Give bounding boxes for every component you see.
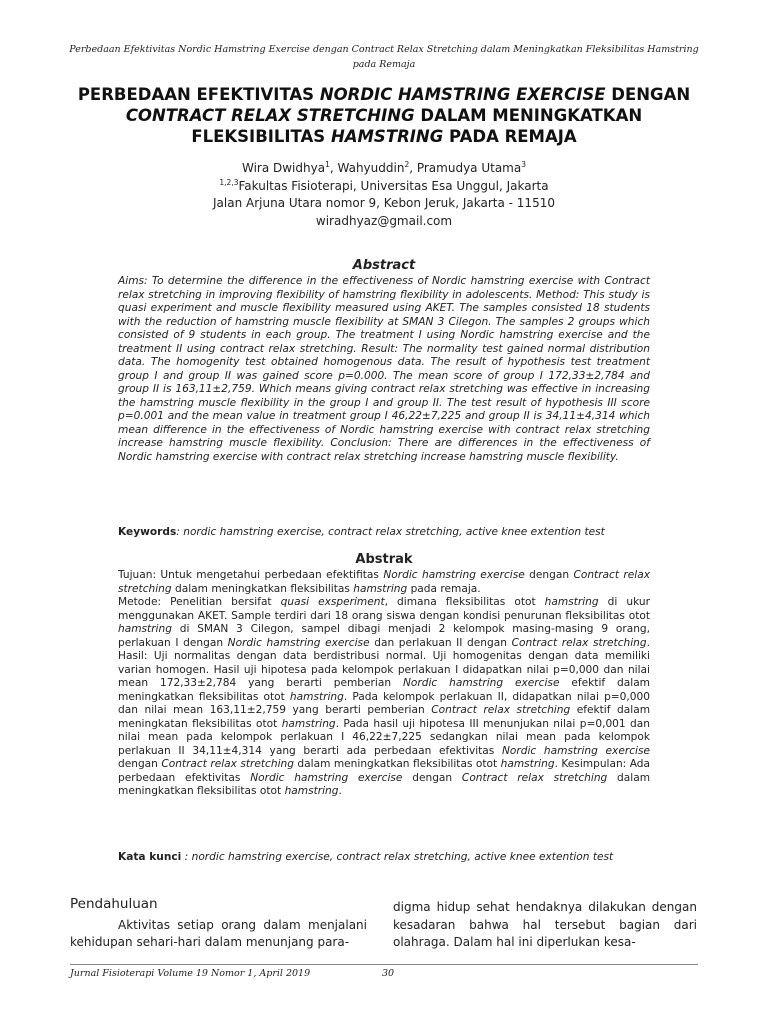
paper-title xyxy=(50,84,718,147)
title-part: FLEKSIBILITAS xyxy=(191,127,331,146)
author-sup: 2 xyxy=(404,160,410,169)
kata-kunci-value: : nordic hamstring exercise, contract relax stretching, active knee extention test xyxy=(181,851,614,863)
title-part: NORDIC HAMSTRING EXERCISE xyxy=(319,85,606,104)
journal-footer: Jurnal Fisioterapi Volume 19 Nomor 1, April 2019 xyxy=(70,968,311,979)
title-part: HAMSTRING xyxy=(330,127,444,146)
abstract-text: Aims: To determine the difference in the effectiveness of Nordic hamstring exercise with Contract relax stretching in improving flexibility of hamstring flexibility in adolescents. Method: This study is quasi experiment and muscle flexibility measured using AKET. The samples consisted 18 students with the reduction of hamstring muscle flexibility at SMAN 3 Cilegon. The samples 2 groups which consisted of 9 students in each group. The treatment I using Nordic hamstring exercise and the treatment II using contract relax stretching. Result: The normality test gained normal distribution data. The homogenity test obtained homogenous data. The result of hypothesis test treatment group I and group II was gained score p=0.000. The mean score of group I 172,33±2,784 and group II is 163,11±2,759. Which means giving contract relax stretching was effective in increasing the hamstring muscle flexibility in the group I and group II. The test result of hypothesis III score p=0.001 and the mean value in treatment group I 46,22±7,225 and group II is 34,11±4,314 which mean difference in the effectiveness of Nordic hamstring exercise with contract relax stretching increase hamstring muscle flexibility. Conclusion: There are differences in the effectiveness of Nordic hamstring exercise with contract relax stretching increase hamstring muscle flexibility. xyxy=(118,275,650,463)
title-part: PERBEDAAN EFEKTIVITAS xyxy=(77,85,320,104)
section-heading-pendahuluan: Pendahuluan xyxy=(70,896,158,912)
keywords-label: Keywords xyxy=(118,526,177,538)
affiliation xyxy=(100,178,668,196)
keywords-value: : nordic hamstring exercise, contract relax stretching, active knee extention test xyxy=(176,526,605,538)
author-name: , Pramudya Utama xyxy=(409,161,522,175)
author-sup: 1 xyxy=(325,160,330,169)
title-part: DENGAN xyxy=(605,85,691,104)
kata-kunci-label: Kata kunci xyxy=(118,851,182,863)
affiliation-text: Fakultas Fisioterapi, Universitas Esa Unggul, Jakarta xyxy=(238,178,549,193)
kata-kunci xyxy=(118,850,650,864)
body-paragraph: digma hidup sehat hendaknya dilakukan dengan kesadaran bahwa hal tersebut bagian dari olahraga. Dalam hal ini diperlukan kesa- xyxy=(393,900,697,949)
author-names xyxy=(100,160,668,178)
abstrak-paragraph: Tujuan: Untuk mengetahui perbedaan efektifitas Nordic hamstring exercise dengan Contract relax stretching dalam meningkatkan fleksibilitas hamstring pada remaja. xyxy=(118,569,650,595)
title-part: PADA REMAJA xyxy=(443,127,577,146)
email: wiradhyaz@gmail.com xyxy=(315,213,453,228)
author-name: Wira Dwidhya xyxy=(241,161,326,175)
keywords xyxy=(118,525,650,539)
body-paragraph: Aktivitas setiap orang dalam menjalani kehidupan sehari-hari dalam menunjang para- xyxy=(70,917,367,949)
author-name: , Wahyuddin xyxy=(329,161,405,175)
author-block xyxy=(100,160,668,230)
abstrak-paragraph: Metode: Penelitian bersifat quasi exsperiment, dimana fleksibilitas otot hamstring di ukur menggunakan AKET. Sample terdiri dari 18 orang siswa dengan kondisi penurunan fleksibilitas otot hamstring di SMAN 3 Cilegon, sampel dibagi menjadi 2 kelompok masing-masing 9 orang, perlakuan I dengan Nordic hamstring exercise dan perlakuan II dengan Contract relax stretching. Hasil: Uji normalitas dengan data berdistribusi normal. Uji homogenitas dengan data memiliki varian homogen. Hasil uji hipotesa pada kelompok perlakuan I didapatkan nilai p=0,000 dan nilai mean 172,33±2,784 yang berarti pemberian Nordic hamstring exercise efektif dalam meningkatkan fleksibilitas otot hamstring. Pada kelompok perlakuan II, didapatkan nilai p=0,000 dan nilai mean 163,11±2,759 yang berarti pemberian Contract relax stretching efektif dalam meningkatan fleksibilitas otot hamstring. Pada hasil uji hipotesa III menunjukan nilai p=0,001 dan nilai mean pada kelompok perlakuan I 46,22±7,225 sedangkan nilai mean pada kelompok perlakuan II 34,11±4,314 yang berarti ada perbedaan efektivitas Nordic hamstring exercise dengan Contract relax stretching dalam meningkatkan fleksibilitas otot hamstring. Kesimpulan: Ada perbedaan efektivitas Nordic hamstring exercise dengan Contract relax stretching dalam meningkatkan fleksibilitas otot hamstring. xyxy=(118,596,651,797)
title-part: CONTRACT RELAX STRETCHING xyxy=(125,106,415,125)
footer-divider xyxy=(70,964,698,965)
abstract-heading: Abstract xyxy=(352,258,416,273)
page-number: 30 xyxy=(382,968,395,979)
title-part: DALAM MENINGKATKAN xyxy=(414,106,643,125)
abstrak-text xyxy=(118,569,650,799)
author-sup: 3 xyxy=(521,160,527,169)
running-header: Perbedaan Efektivitas Nordic Hamstring Exercise dengan Contract Relax Stretching dalam Meningkatkan Fleksibilitas Hamstring pada Remaja xyxy=(69,44,699,70)
affiliation-sup: 1,2,3 xyxy=(219,177,239,187)
body-right-column xyxy=(393,899,697,952)
body-left-column xyxy=(70,896,367,952)
address: Jalan Arjuna Utara nomor 9, Kebon Jeruk, Jakarta - 11510 xyxy=(213,196,555,210)
abstrak-heading: Abstrak xyxy=(355,552,413,567)
